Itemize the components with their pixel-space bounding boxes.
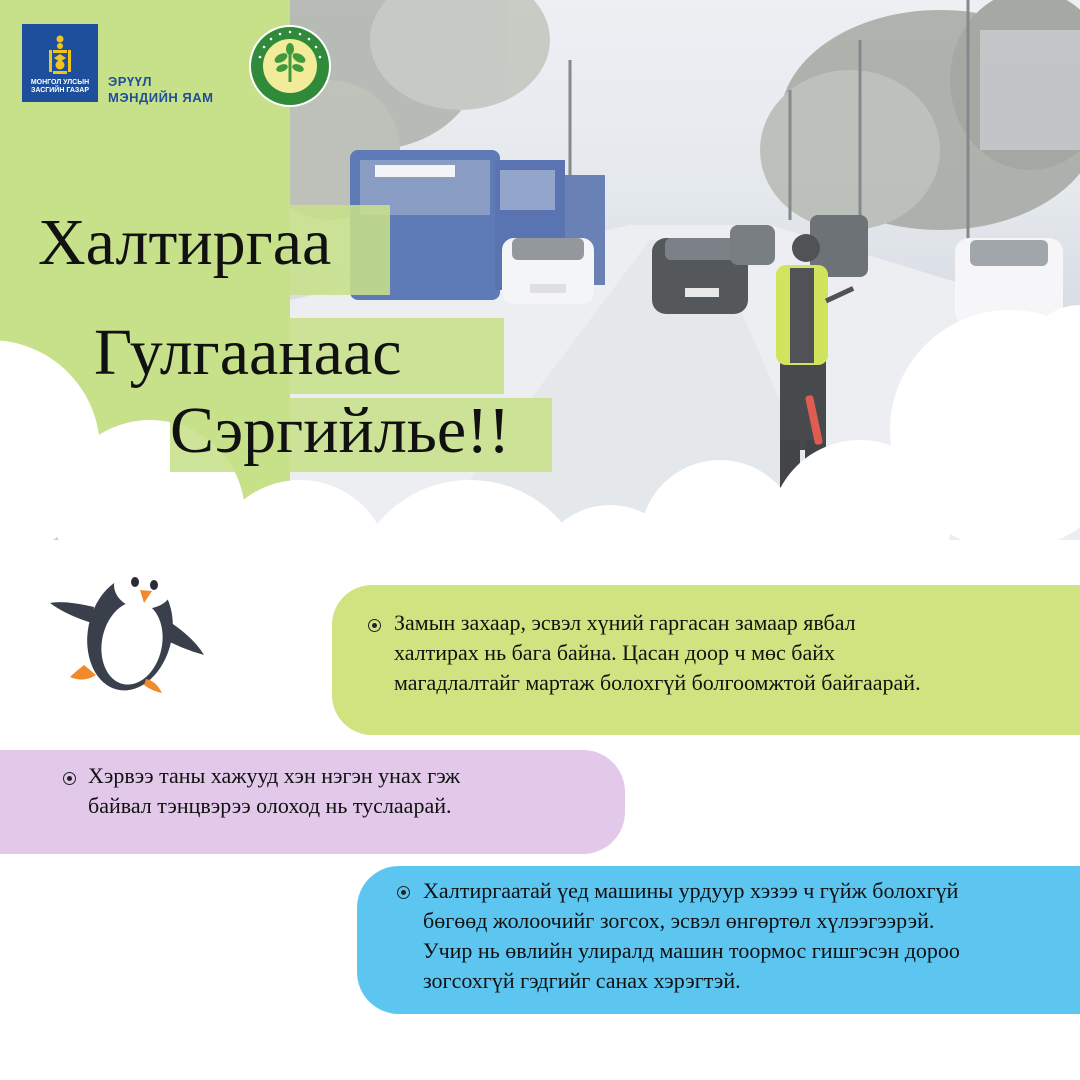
tip-box-2: [0, 750, 625, 854]
tip-box-3: [357, 866, 1080, 1014]
penguin-illustration: [44, 545, 214, 700]
tip-1-text: [394, 608, 921, 698]
tip-3-line4: зогсохгүй гэдгийг санах хэрэгтэй.: [423, 968, 741, 993]
tip-3-text: [423, 876, 960, 996]
research-center-logo: [248, 24, 332, 108]
tip-2-text: [88, 761, 460, 821]
tip-1-line1: Замын захаар, эсвэл хүний гаргасан замаар явбал: [394, 610, 856, 635]
government-logo-text: МОНГОЛ УЛСЫН ЗАСГИЙН ГАЗАР: [30, 78, 90, 94]
title-line1: Халтиргаа: [38, 206, 332, 279]
ministry-name-line1: ЭРҮҮЛ: [108, 74, 153, 89]
bullet-icon: [368, 619, 381, 632]
tip-1-line2: халтирах нь бага байна. Цасан доор ч мөс байх: [394, 640, 836, 665]
tip-3-line3: Учир нь өвлийн улиралд машин тоормос гишгэсэн дороо: [423, 938, 960, 963]
tip-2-line2: байвал тэнцвэрээ олоход нь туслаарай.: [88, 793, 452, 818]
ministry-name: [108, 74, 213, 106]
bullet-icon: [397, 886, 410, 899]
tip-2-line1: Хэрвээ таны хажууд хэн нэгэн унах гэж: [88, 763, 461, 788]
bullet-icon: [63, 772, 76, 785]
ministry-name-line2: МЭНДИЙН ЯАМ: [108, 90, 214, 105]
tip-1-line3: магадлалтайг мартаж болохгүй болгоомжтой байгаарай.: [394, 670, 921, 695]
soyombo-emblem-icon: [43, 34, 77, 76]
tip-3-line2: бөгөөд жолоочийг зогсох, эсвэл өнгөртөл хүлээгээрэй.: [423, 908, 935, 933]
tip-3-line1: Халтиргаатай үед машины урдуур хэзээ ч гүйж болохгүй: [423, 878, 959, 903]
tip-box-1: [332, 585, 1080, 735]
title-line2: Гулгаанаас: [94, 316, 402, 389]
title-line3: Сэргийлье!!: [170, 394, 511, 467]
government-logo: [22, 24, 98, 102]
